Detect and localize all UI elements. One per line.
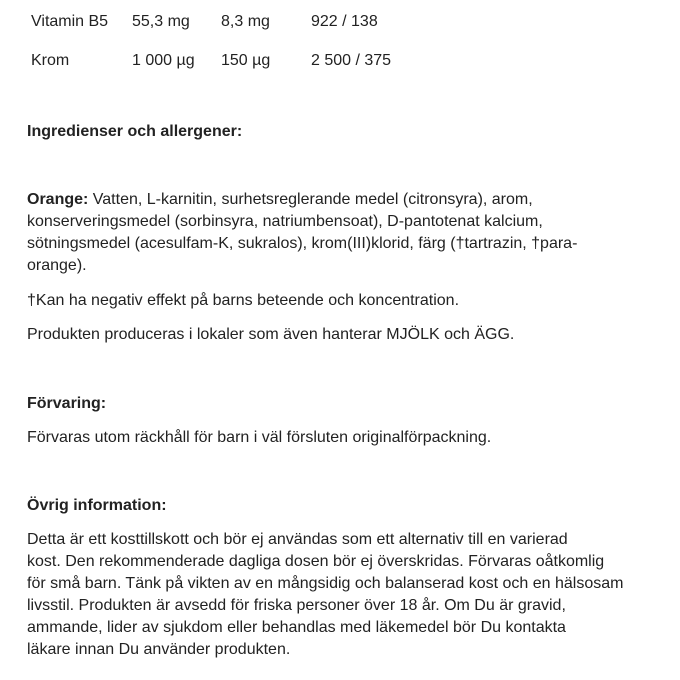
storage-paragraph	[27, 427, 653, 449]
ingredients-line: sötningsmedel (acesulfam-K, sukralos), krom(III)klorid, färg (†tartrazin, †para-	[27, 235, 578, 252]
other-info-line: kost. Den rekommenderade dagliga dosen bör ej överskridas. Förvaras oåtkomlig	[27, 553, 605, 570]
colorant-warning	[27, 290, 653, 312]
ingredients-text: Vatten, L-karnitin, surhetsreglerande medel (citronsyra), arom,	[88, 191, 533, 208]
other-info-paragraph	[27, 529, 653, 661]
nutrient-dose: 150 µg	[221, 52, 271, 69]
other-info-line: för små barn. Tänk på vikten av en mångsidig och balanserad kost och en hälsosam	[27, 575, 624, 592]
nutrient-amount: 1 000 µg	[132, 52, 195, 69]
other-info-line: läkare innan Du använder produkten.	[27, 641, 291, 658]
ingredients-line: konserveringsmedel (sorbinsyra, natriumbensoat), D-pantotenat kalcium,	[27, 213, 543, 230]
storage-heading: Förvaring:	[27, 395, 107, 412]
nutrient-amount: 55,3 mg	[132, 13, 190, 30]
storage-text: Förvaras utom räckhåll för barn i väl försluten originalförpackning.	[27, 429, 492, 446]
ingredients-orange-paragraph	[27, 189, 653, 277]
nutrient-dose: 8,3 mg	[221, 13, 270, 30]
nutrient-reference: 922 / 138	[311, 13, 378, 30]
ingredients-line: orange).	[27, 257, 87, 274]
allergen-note	[27, 324, 653, 346]
nutrient-name: Vitamin B5	[31, 13, 109, 30]
other-info-line: Detta är ett kosttillskott och bör ej användas som ett alternativ till en varierad	[27, 531, 568, 548]
ingredients-line	[27, 189, 653, 211]
nutrient-name: Krom	[31, 52, 70, 69]
other-info-line: ammande, lider av sjukdom eller behandlas med läkemedel bör Du kontakta	[27, 619, 566, 636]
allergen-note-text: Produkten produceras i lokaler som även hanterar MJÖLK och ÄGG.	[27, 326, 515, 343]
ingredients-heading: Ingredienser och allergener:	[27, 123, 243, 140]
nutrient-reference: 2 500 / 375	[311, 52, 392, 69]
other-info-line: livsstil. Produkten är avsedd för friska personer över 18 år. Om Du är gravid,	[27, 597, 566, 614]
other-info-heading: Övrig information:	[27, 497, 167, 514]
orange-label: Orange:	[27, 191, 89, 208]
colorant-warning-text: †Kan ha negativ effekt på barns beteende och koncentration.	[27, 292, 460, 309]
